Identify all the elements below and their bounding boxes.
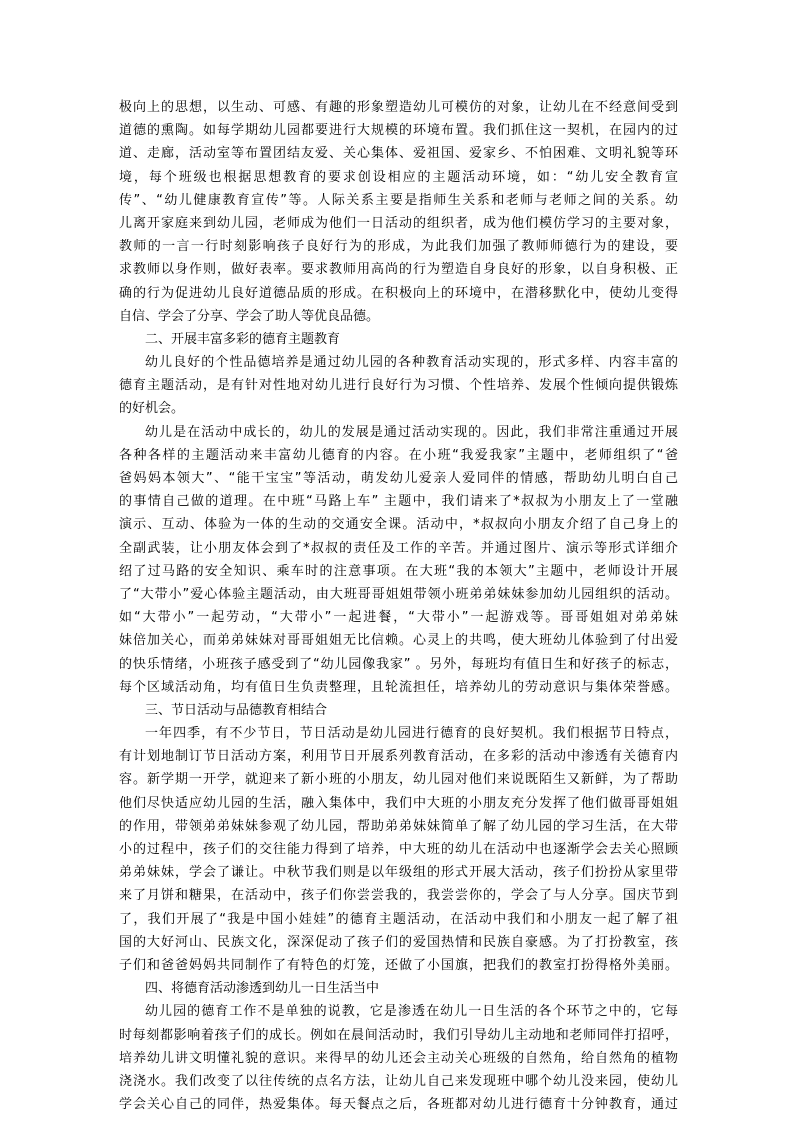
text-line: 妹倍加关心，而弟弟妹妹对哥哥姐姐无比信赖。心灵上的共鸣，使大班幼儿体验到了付出爱 [119, 633, 678, 649]
text-line: 国的大好河山、民族文化，深深促动了孩子们的爱国热情和民族自豪感。为了打扮教室，孩 [119, 934, 678, 950]
text-line: 容。新学期一开学，就迎来了新小班的小朋友，幼儿园对他们来说既陌生又新鲜，为了帮助 [119, 772, 678, 788]
text-line: 四、将德育活动渗透到幼儿一日生活当中 [145, 981, 380, 997]
text-line: 极向上的思想，以生动、可感、有趣的形象塑造幼儿可模仿的对象，让幼儿在不经意间受到 [119, 100, 678, 115]
text-line: 的事情自己做的道理。在中班“马路上车” 主题中，我们请来了*叔叔为小朋友上了一堂融 [119, 494, 678, 510]
text-line: 每个区域活动角，均有值日生负责整理，且轮流担任，培养幼儿的劳动意识与集体荣誉感。 [119, 679, 678, 695]
text-line: 如“大带小”一起劳动，“大带小”一起进餐，“大带小”一起游戏等。哥哥姐姐对弟弟妹 [119, 610, 678, 626]
text-line: 有计划地制订节日活动方案，利用节日开展系列教育活动，在多彩的活动中渗透有关德育内 [119, 749, 678, 765]
text-line: 求教师以身作则，做好表率。要求教师用高尚的行为塑造自身良好的形象，以自身积极、正 [119, 262, 678, 278]
text-line: 德育主题活动，是有针对性地对幼儿进行良好行为习惯、个性培养、发展个性倾向提供锻炼 [119, 378, 678, 394]
text-line: 来了月饼和糖果，在活动中，孩子们你尝尝我的，我尝尝你的，学会了与人分享。国庆节到 [119, 888, 678, 904]
text-line: 培养幼儿讲文明懂礼貌的意识。来得早的幼儿还会主动关心班级的自然角，给自然角的植物 [119, 1050, 678, 1066]
text-line: 弟弟妹妹，学会了谦让。中秋节我们则是以年级组的形式开展大活动，孩子们扮扮从家里带 [119, 865, 678, 881]
text-line: 确的行为促进幼儿良好道德品质的形成。在积极向上的环境中，在潜移默化中，使幼儿变得 [119, 285, 678, 301]
text-line: 儿离开家庭来到幼儿园，老师成为他们一日活动的组织者，成为他们模仿学习的主要对象， [119, 215, 678, 231]
text-line: 时每刻都影响着孩子们的成长。例如在晨间活动时，我们引导幼儿主动地和老师同伴打招呼， [119, 1027, 678, 1043]
text-line: 绍了过马路的安全知识、乘车时的注意事项。在大班“我的本领大”主题中，老师设计开展 [119, 563, 678, 579]
text-line: 学会关心自己的同伴，热爱集体。每天餐点之后，各班都对幼儿进行德育十分钟教育，通过 [119, 1097, 678, 1113]
text-line: 二、开展丰富多彩的德育主题教育 [145, 331, 341, 347]
text-line: 境，每个班级也根据思想教育的要求创设相应的主题活动环境，如：“幼儿安全教育宣 [119, 169, 678, 185]
text-line: 幼儿良好的个性品德培养是通过幼儿园的各种教育活动实现的，形式多样、内容丰富的 [145, 355, 678, 371]
text-line: 道、走廊，活动室等布置团结友爱、关心集体、爱祖国、爱家乡、不怕困难、文明礼貌等环 [119, 146, 678, 162]
text-line: 的作用，带领弟弟妹妹参观了幼儿园，帮助弟弟妹妹简单了解了幼儿园的学习生活，在大带 [119, 818, 678, 834]
text-line: 小的过程中，孩子们的交往能力得到了培养，中大班的幼儿在活动中也逐渐学会去关心照顾 [119, 842, 678, 857]
text-line: 全副武装，让小朋友体会到了*叔叔的责任及工作的辛苦。并通过图片、演示等形式详细介 [119, 540, 678, 556]
text-line: 了“大带小”爱心体验主题活动，由大班哥哥姐姐带领小班弟弟妹妹参加幼儿园组织的活动。 [119, 586, 678, 602]
text-line: 道德的熏陶。如每学期幼儿园都要进行大规模的环境布置。我们抓住这一契机，在园内的过 [119, 123, 678, 139]
text-line: 幼儿是在活动中成长的，幼儿的发展是通过活动实现的。因此，我们非常注重通过开展 [145, 424, 678, 440]
text-line: 他们尽快适应幼儿园的生活，融入集体中，我们中大班的小朋友充分发挥了他们做哥哥姐姐 [119, 795, 678, 811]
text-line: 自信、学会了分享、学会了助人等优良品德。 [119, 308, 380, 324]
text-line: 子们和爸爸妈妈共同制作了有特色的灯笼，还做了小国旗，把我们的教室打扮得格外美丽。 [119, 957, 678, 973]
text-line: 爸妈妈本领大”、“能干宝宝”等活动，萌发幼儿爱亲人爱同伴的情感，帮助幼儿明白自己 [119, 471, 678, 486]
text-line: 教师的一言一行时刻影响孩子良好行为的形成，为此我们加强了教师师德行为的建设，要 [119, 239, 678, 255]
text-line: 各种各样的主题活动来丰富幼儿德育的内容。在小班“我爱我家”主题中，老师组织了“爸 [119, 447, 678, 463]
text-line: 传”、“幼儿健康教育宣传”等。人际关系主要是指师生关系和老师与老师之间的关系。幼 [119, 192, 678, 208]
text-line: 一年四季，有不少节日，节日活动是幼儿园进行德育的良好契机。我们根据节日特点， [145, 726, 678, 742]
text-line: 了，我们开展了“我是中国小娃娃”的德育主题活动，在活动中我们和小朋友一起了解了祖 [119, 911, 678, 927]
text-line: 幼儿园的德育工作不是单独的说教，它是渗透在幼儿一日生活的各个环节之中的，它每 [145, 1004, 678, 1020]
text-line: 的快乐情绪，小班孩子感受到了“幼儿园像我家” 。另外，每班均有值日生和好孩子的标志， [119, 656, 678, 672]
text-line: 浇浇水。我们改变了以往传统的点名方法，让幼儿自己来发现班中哪个幼儿没来园，使幼儿 [119, 1073, 678, 1089]
document-body [119, 96, 678, 1116]
text-line: 的好机会。 [119, 401, 185, 417]
text-line: 演示、互动、体验为一体的生动的交通安全课。活动中，*叔叔向小朋友介绍了自己身上的 [119, 517, 678, 533]
text-line: 三、节日活动与品德教育相结合 [145, 702, 328, 718]
